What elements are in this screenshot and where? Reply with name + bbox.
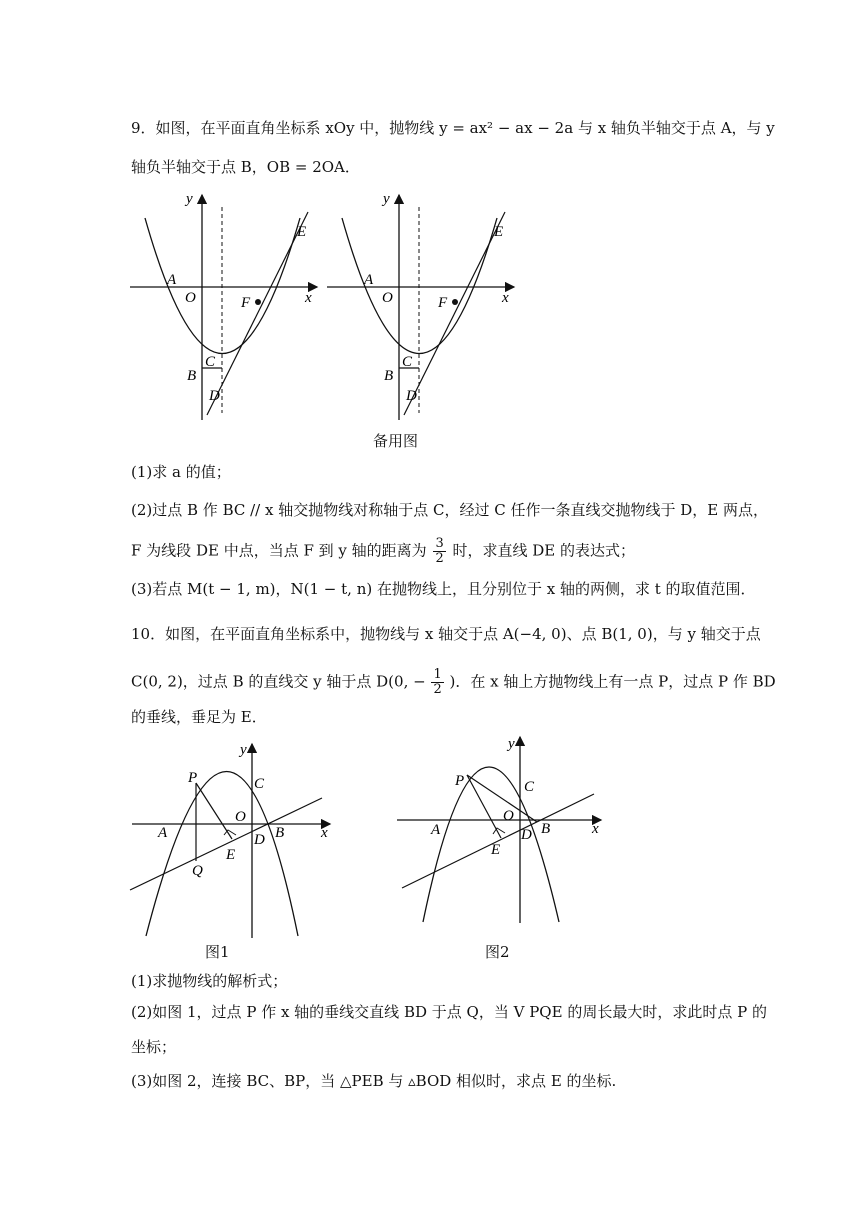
q10-fig2-label-c: C: [524, 779, 535, 795]
q10-fig1-label-o: O: [235, 809, 246, 825]
q9-fig-label-a: A: [167, 272, 177, 288]
q9-part3: (3)若点 M(t − 1, m)，N(1 − t, n) 在抛物线上，且分别位于 x 轴的两侧，求 t 的取值范围．: [131, 580, 756, 598]
q9-figure-spare: [322, 185, 522, 425]
q9-spare-label-o: O: [382, 290, 393, 306]
q9-part2-fraction: [433, 537, 445, 566]
q10-frac-den: 2: [433, 682, 442, 697]
q9-fig-label-f: F: [241, 295, 251, 311]
q9-spare-label-c: C: [402, 354, 413, 370]
q9-spare-label-f: F: [438, 295, 448, 311]
q10-fig2-label-d: D: [521, 827, 532, 843]
q10-fig1-label-q: Q: [192, 863, 203, 879]
q9-figure-main: [125, 185, 325, 425]
q9-part2-line1: (2)过点 B 作 BC // x 轴交抛物线对称轴于点 C，经过 C 任作一条直线交抛物线于 D，E 两点，: [131, 501, 768, 519]
q10-fig2-label-b: B: [541, 821, 551, 837]
q9-part1: (1)求 a 的值；: [131, 463, 231, 481]
q9-part2-line2-b: 时，求直线 DE 的表达式；: [452, 541, 636, 560]
q10-fig1-label-b: B: [275, 825, 285, 841]
q9-fig-label-o: O: [185, 290, 196, 306]
q10-fig1-label-c: C: [254, 776, 265, 792]
q10-fig1-caption: 图1: [205, 943, 230, 961]
q10-part2-line2: 坐标；: [131, 1038, 177, 1056]
q10-line2-a: C(0, 2)，过点 B 的直线交 y 轴于点 D(0, −: [131, 672, 426, 691]
q9-line1: 9．如图，在平面直角坐标系 xOy 中，抛物线 y = ax² − ax − 2a 与 x 轴负半轴交于点 A，与 y: [131, 119, 775, 137]
q10-part2-line1: (2)如图 1，过点 P 作 x 轴的垂线交直线 BD 于点 Q，当 V PQE 的周长最大时，求此时点 P 的: [131, 1003, 767, 1021]
q10-fig1-label-x: x: [321, 825, 328, 841]
q9-fig-label-x: x: [305, 290, 312, 306]
q9-spare-label-y: y: [383, 191, 390, 207]
q9-spare-label-b: B: [384, 368, 394, 384]
q9-spare-label-a: A: [364, 272, 374, 288]
q10-fig1-label-y: y: [240, 742, 247, 758]
q9-part2-line2-a: F 为线段 DE 中点，当点 F 到 y 轴的距离为: [131, 541, 427, 560]
q10-line3: 的垂线，垂足为 E．: [131, 708, 267, 726]
q10-line2: [131, 668, 776, 697]
q10-fig1-label-p: P: [188, 770, 198, 786]
q9-fig-label-e: E: [297, 224, 307, 240]
q10-fig1-label-a: A: [158, 825, 168, 841]
q10-figure-1: [128, 738, 338, 940]
q10-fig2-label-o: O: [503, 808, 514, 824]
q10-part3: (3)如图 2，连接 BC、BP，当 △PEB 与 ▵BOD 相似时，求点 E 的坐标.: [131, 1072, 617, 1090]
q10-fig2-label-p: P: [455, 773, 465, 789]
q9-fig-label-d: D: [209, 388, 220, 404]
q10-fig2-label-a: A: [431, 822, 441, 838]
q10-frac-num: 1: [433, 667, 442, 682]
q9-line2: 轴负半轴交于点 B，OB = 2OA．: [131, 158, 360, 176]
q10-line2-b: )．在 x 轴上方抛物线上有一点 P，过点 P 作 BD: [449, 672, 776, 691]
q10-fig2-caption: 图2: [485, 943, 510, 961]
q9-part2-line2: [131, 537, 635, 566]
q9-fig-label-c: C: [205, 354, 216, 370]
q10-fig2-label-y: y: [508, 736, 515, 752]
q9-spare-label-x: x: [502, 290, 509, 306]
q9-spare-label-e: E: [494, 224, 504, 240]
q10-fig1-label-e: E: [226, 847, 236, 863]
q9-frac-den: 2: [435, 551, 444, 566]
q9-frac-num: 3: [435, 536, 444, 551]
q10-fraction: [431, 668, 443, 697]
q9-fig-label-b: B: [187, 368, 197, 384]
q10-fig2-label-x: x: [592, 821, 599, 837]
q10-line1: 10．如图，在平面直角坐标系中，抛物线与 x 轴交于点 A(−4, 0)、点 B(1, 0)，与 y 轴交于点: [131, 625, 761, 643]
q10-fig2-label-e: E: [491, 842, 501, 858]
q9-figure-caption: 备用图: [373, 432, 419, 450]
q9-spare-label-d: D: [406, 388, 417, 404]
q10-part1: (1)求抛物线的解析式；: [131, 972, 288, 990]
q9-fig-label-y: y: [186, 191, 193, 207]
q10-figure-2: [393, 730, 608, 925]
q10-fig1-label-d: D: [254, 832, 265, 848]
